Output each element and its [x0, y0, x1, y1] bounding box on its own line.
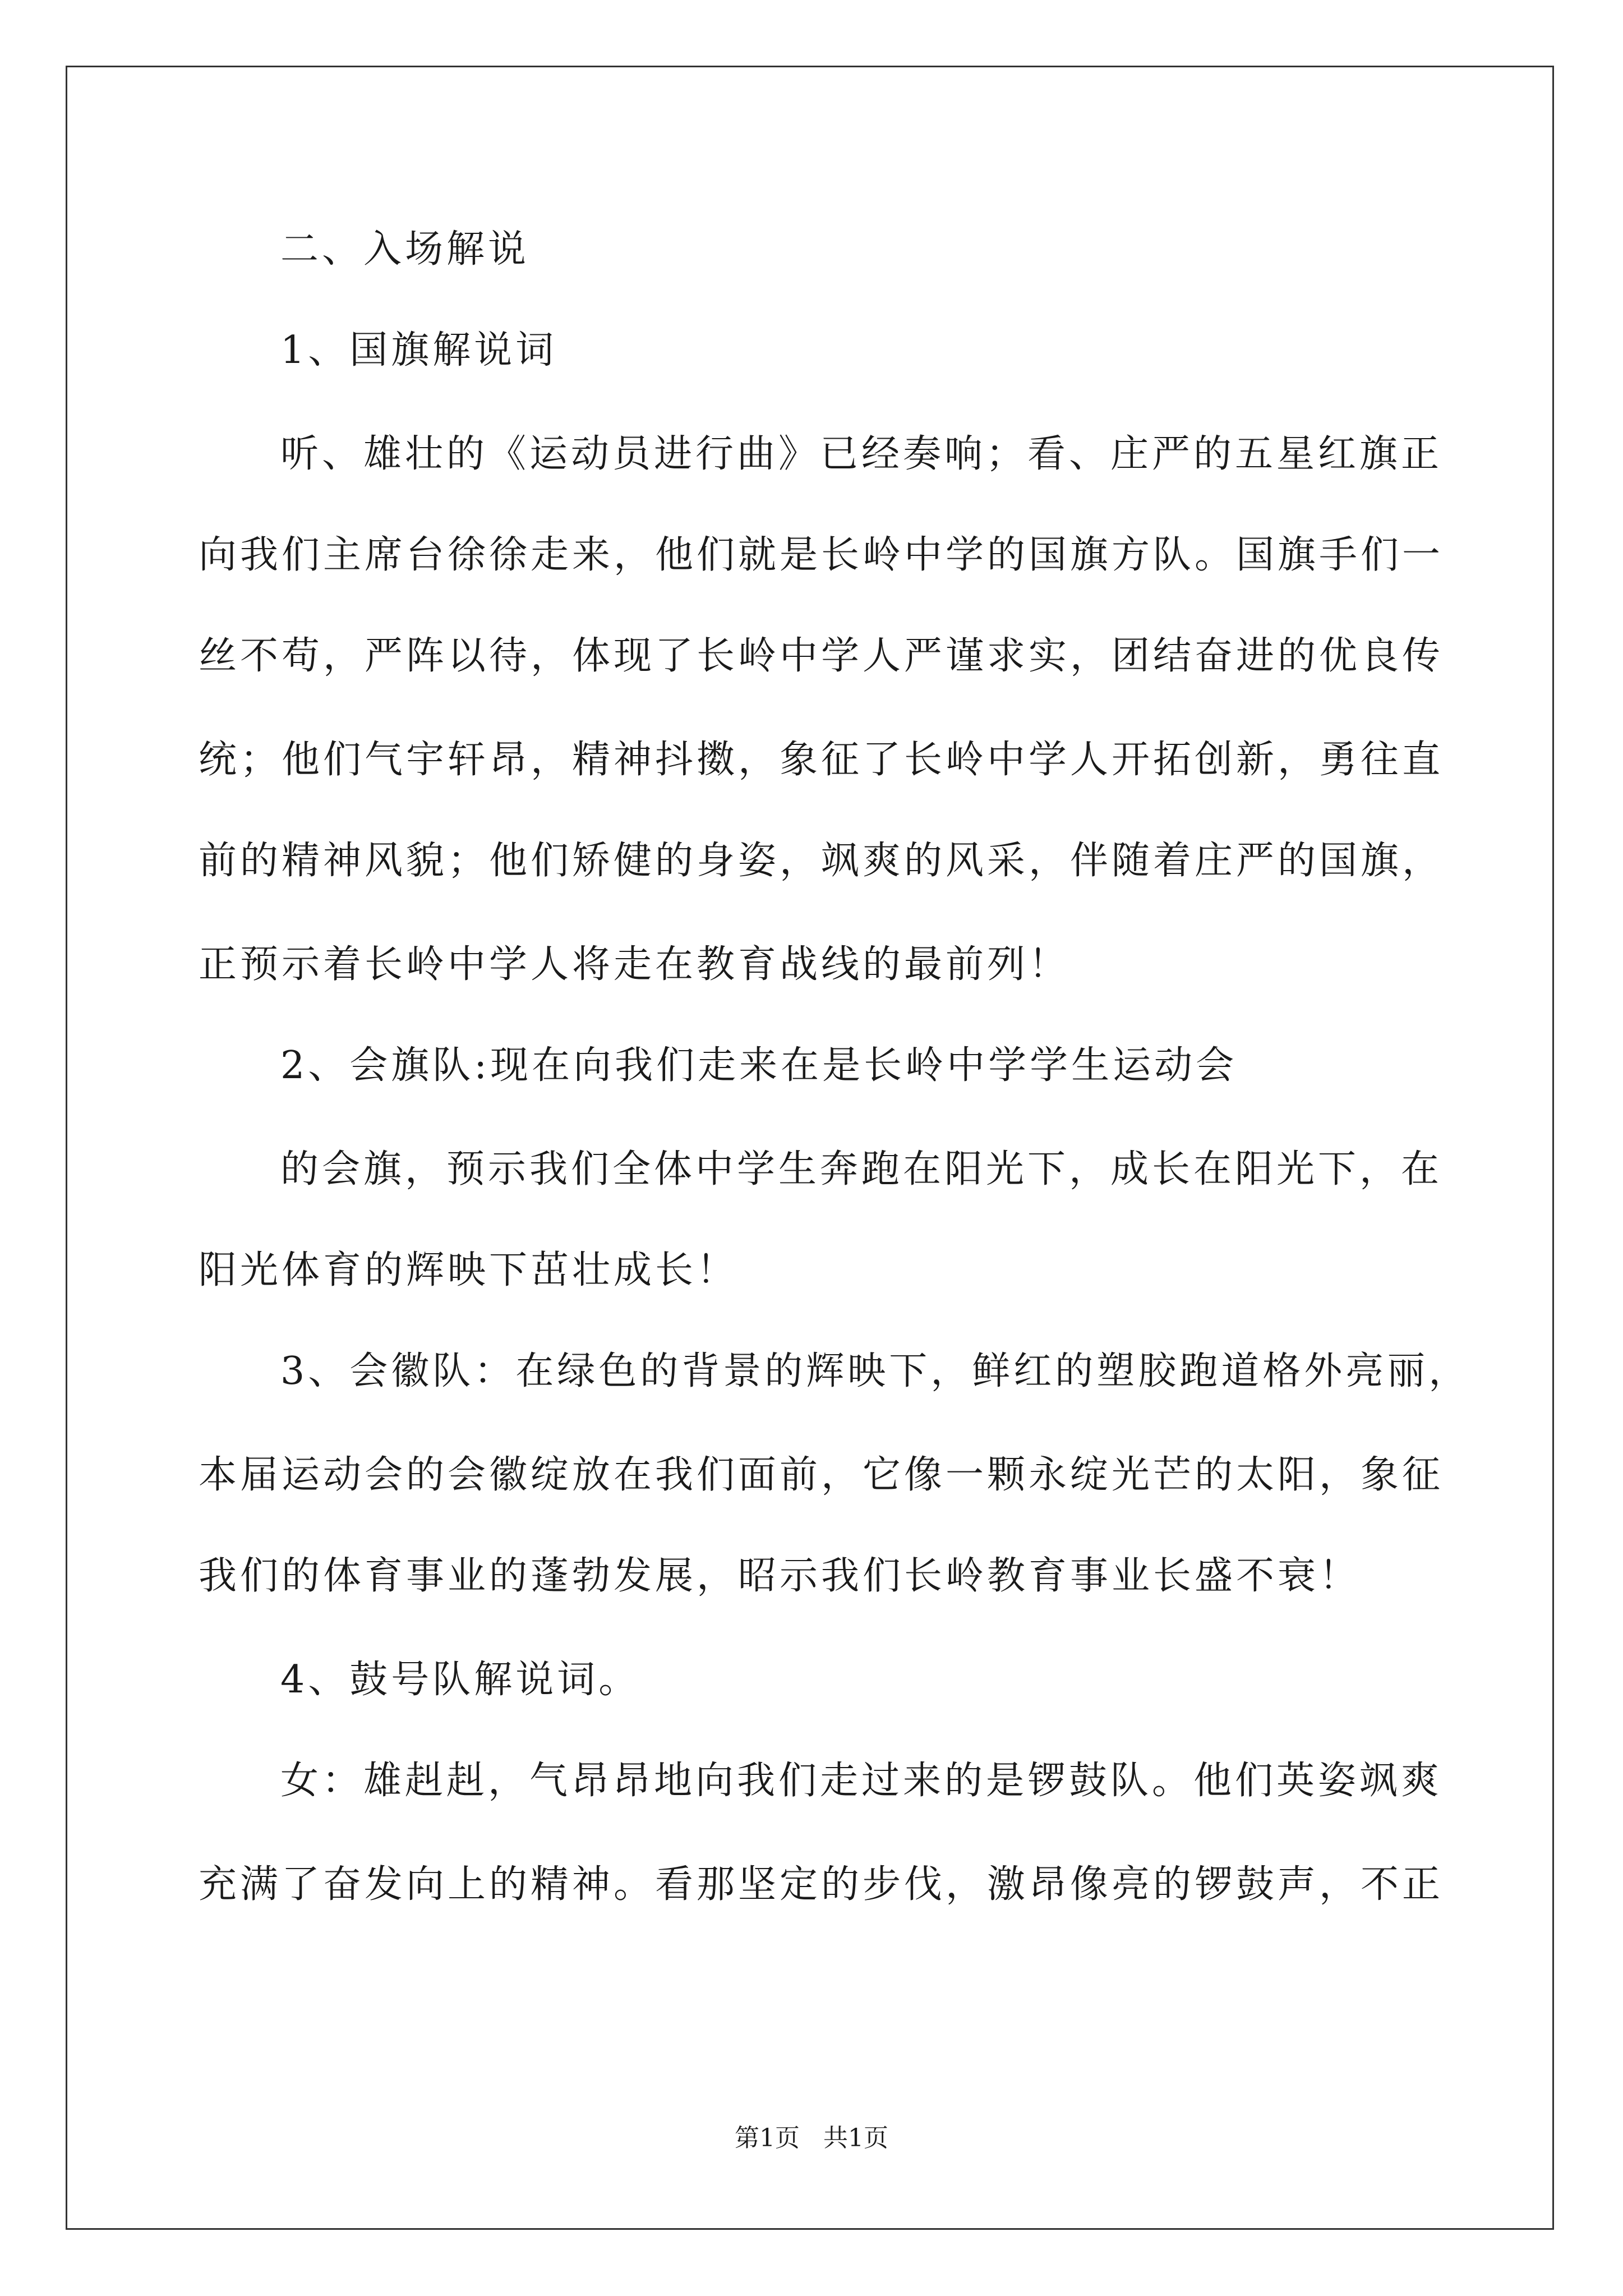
page-current: 第1页: [735, 2124, 800, 2152]
subheading-meeting-flag: 2、会旗队:现在向我们走来在是长岭中学学生运动会: [280, 1043, 1238, 1088]
subheading-national-flag: 1、国旗解说词: [280, 328, 557, 372]
paragraph-line: 统；他们气宇轩昂，精神抖擞，象征了长岭中学人开拓创新，勇往直: [199, 738, 1444, 782]
subheading-emblem: 3、会徽队：在绿色的背景的辉映下，鲜红的塑胶跑道格外亮丽，: [280, 1349, 1470, 1393]
subheading-drum-band: 4、鼓号队解说词。: [280, 1658, 640, 1702]
page-total: 共1页: [823, 2124, 888, 2152]
paragraph-line: 前的精神风貌；他们矫健的身姿，飒爽的风采，伴随着庄严的国旗，: [199, 839, 1444, 883]
paragraph-line: 女：雄赳赳，气昂昂地向我们走过来的是锣鼓队。他们英姿飒爽: [280, 1759, 1443, 1803]
paragraph-line: 充满了奋发向上的精神。看那坚定的步伐，激昂像亮的锣鼓声，不正: [199, 1862, 1444, 1907]
paragraph-line: 的会旗，预示我们全体中学生奔跑在阳光下，成长在阳光下，在: [280, 1147, 1443, 1191]
paragraph-line: 正预示着长岭中学人将走在教育战线的最前列！: [199, 942, 1071, 987]
paragraph-line: 丝不苟，严阵以待，体现了长岭中学人严谨求实，团结奋进的优良传: [199, 634, 1444, 678]
paragraph-line: 向我们主席台徐徐走来，他们就是长岭中学的国旗方队。国旗手们一: [199, 533, 1444, 577]
page-footer: [0, 2122, 1623, 2155]
paragraph-line: 阳光体育的辉映下茁壮成长！: [199, 1248, 739, 1292]
paragraph-line: 听、雄壮的《运动员进行曲》已经奏响；看、庄严的五星红旗正: [280, 432, 1443, 476]
paragraph-line: 本届运动会的会徽绽放在我们面前，它像一颗永绽光芒的太阳，象征: [199, 1453, 1444, 1497]
paragraph-line: 我们的体育事业的蓬勃发展，昭示我们长岭教育事业长盛不衰！: [199, 1554, 1361, 1598]
section-heading: 二、入场解说: [280, 227, 530, 272]
